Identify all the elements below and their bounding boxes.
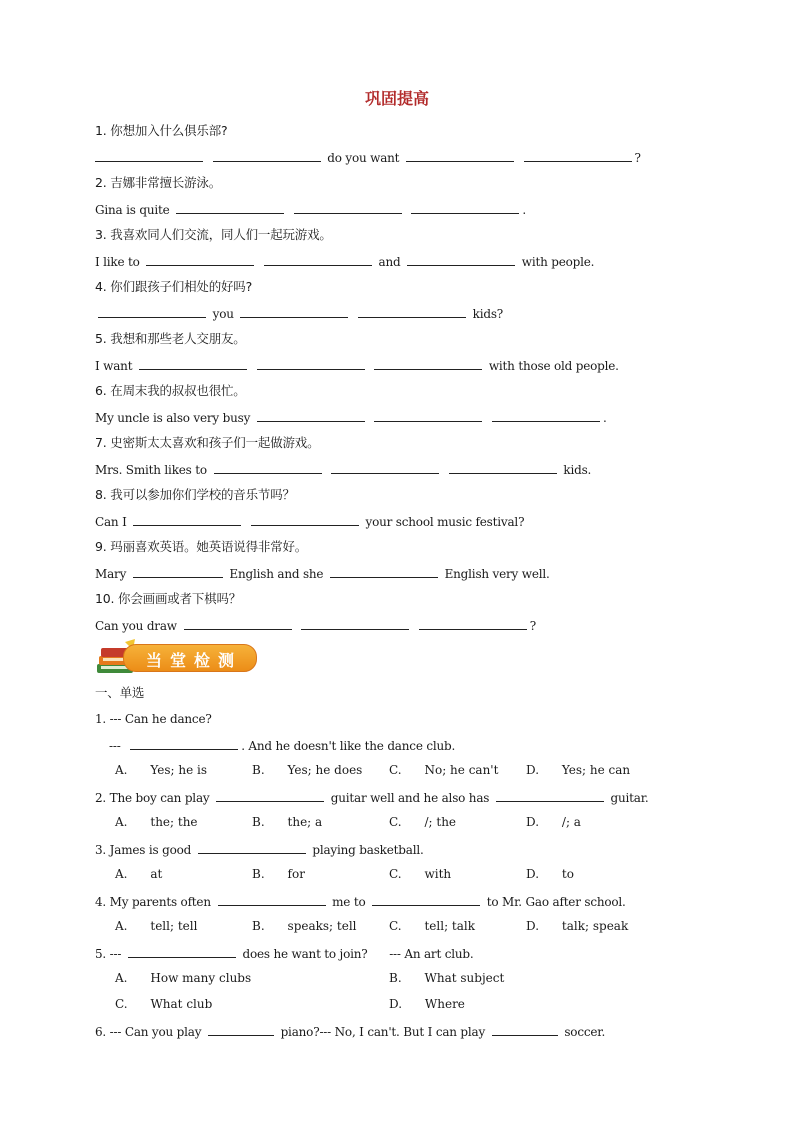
q6-text-end: .: [603, 411, 607, 425]
answer-blank[interactable]: [133, 513, 241, 526]
q1-text-end: ?: [634, 151, 641, 165]
q5-english: [95, 357, 619, 374]
mc1-reply-dash: ---: [109, 739, 121, 753]
mc6-stem: 6. --- Can you play piano?--- No, I can't. But I can play soccer.: [95, 1025, 606, 1039]
answer-blank[interactable]: [98, 305, 206, 318]
q3-text-end: with people.: [521, 255, 595, 269]
q7-chinese: 7. 史密斯太太喜欢和孩子们一起做游戏。: [95, 435, 320, 450]
page-title: 巩固提高: [364, 89, 429, 108]
mc5-option-c[interactable]: C. What club: [115, 997, 213, 1011]
q8-text-start: Can I: [95, 515, 127, 529]
mc1-reply-end: . And he doesn't like the dance club.: [241, 739, 456, 753]
q9-text-end: English very well.: [444, 567, 550, 581]
mc3-option-d[interactable]: D. to: [526, 867, 574, 881]
q7-text-start: Mrs. Smith likes to: [95, 463, 207, 477]
answer-blank[interactable]: [496, 789, 604, 802]
q8-text-end: your school music festival?: [365, 515, 525, 529]
answer-blank[interactable]: [176, 201, 284, 214]
q9-english: [95, 565, 550, 582]
answer-blank[interactable]: [257, 409, 365, 422]
banner-label-box: [123, 644, 257, 672]
answer-blank[interactable]: [208, 1023, 274, 1036]
mc3-option-b[interactable]: B. for: [252, 867, 305, 881]
mc4-stem: 4. My parents often me to to Mr. Gao after school.: [95, 895, 626, 909]
mc4-option-a[interactable]: A. tell; tell: [115, 919, 198, 933]
q7-english: [95, 461, 591, 478]
q5-chinese: 5. 我想和那些老人交朋友。: [95, 331, 246, 346]
answer-blank[interactable]: [146, 253, 254, 266]
mc1-option-a[interactable]: A. Yes; he is: [115, 763, 208, 777]
mc3-option-a[interactable]: A. at: [115, 867, 163, 881]
answer-blank[interactable]: [264, 253, 372, 266]
banner-label: 当堂检测: [146, 651, 243, 670]
mc1-stem: 1. --- Can he dance?: [95, 712, 212, 726]
answer-blank[interactable]: [301, 617, 409, 630]
answer-blank[interactable]: [128, 945, 236, 958]
q6-chinese: 6. 在周末我的叔叔也很忙。: [95, 383, 246, 398]
q2-text-end: .: [522, 203, 527, 217]
answer-blank[interactable]: [216, 789, 324, 802]
q9-text-start: Mary: [95, 567, 127, 581]
q4-text-mid: you: [212, 307, 234, 321]
answer-blank[interactable]: [213, 149, 321, 162]
mc4-option-c[interactable]: C. tell; talk: [389, 919, 476, 933]
answer-blank[interactable]: [419, 617, 527, 630]
section-heading: 一、单选: [95, 685, 145, 700]
answer-blank[interactable]: [411, 201, 519, 214]
q6-text-start: My uncle is also very busy: [95, 411, 251, 425]
answer-blank[interactable]: [240, 305, 348, 318]
mc4-option-b[interactable]: B. speaks; tell: [252, 919, 357, 933]
q10-text-start: Can you draw: [95, 619, 177, 633]
mc4-option-d[interactable]: D. talk; speak: [526, 919, 629, 933]
answer-blank[interactable]: [184, 617, 292, 630]
answer-blank[interactable]: [133, 565, 223, 578]
answer-blank[interactable]: [372, 893, 480, 906]
answer-blank[interactable]: [330, 565, 438, 578]
q10-chinese: 10. 你会画画或者下棋吗？: [95, 591, 242, 606]
q6-english: [95, 409, 607, 426]
mc5-option-d[interactable]: D. Where: [389, 997, 465, 1011]
answer-blank[interactable]: [331, 461, 439, 474]
q4-chinese: 4. 你们跟孩子们相处的好吗?: [95, 279, 253, 294]
q9-chinese: 9. 玛丽喜欢英语。她英语说得非常好。: [95, 539, 308, 554]
q3-english: [95, 253, 594, 270]
q2-text-start: Gina is quite: [95, 203, 170, 217]
answer-blank[interactable]: [198, 841, 306, 854]
answer-blank[interactable]: [139, 357, 247, 370]
q1-text-mid: do you want: [327, 151, 400, 165]
mc1-option-d[interactable]: D. Yes; he can: [526, 763, 631, 777]
mc3-option-c[interactable]: C. with: [389, 867, 452, 881]
q5-text-end: with those old people.: [488, 359, 619, 373]
answer-blank[interactable]: [449, 461, 557, 474]
answer-blank[interactable]: [492, 1023, 558, 1036]
q5-text-start: I want: [95, 359, 133, 373]
mc5-stem: 5. --- does he want to join? --- An art club.: [95, 947, 474, 961]
mc1-reply: [109, 737, 455, 754]
mc2-stem: 2. The boy can play guitar well and he also has guitar.: [95, 791, 649, 805]
q1-english: [95, 149, 641, 166]
mc5-option-a[interactable]: A. How many clubs: [115, 971, 252, 985]
answer-blank[interactable]: [294, 201, 402, 214]
mc2-option-c[interactable]: C. /; the: [389, 815, 457, 829]
q3-text-mid: and: [378, 255, 401, 269]
answer-blank[interactable]: [218, 893, 326, 906]
mc1-option-c[interactable]: C. No; he can't: [389, 763, 499, 777]
mc2-option-b[interactable]: B. the; a: [252, 815, 323, 829]
q2-chinese: 2. 吉娜非常擅长游泳。: [95, 175, 222, 190]
answer-blank[interactable]: [492, 409, 600, 422]
answer-blank[interactable]: [524, 149, 632, 162]
answer-blank[interactable]: [95, 149, 203, 162]
q4-text-end: kids?: [472, 307, 504, 321]
q10-english: [95, 617, 536, 634]
q3-chinese: 3. 我喜欢同人们交流，同人们一起玩游戏。: [95, 227, 332, 242]
answer-blank[interactable]: [374, 357, 482, 370]
answer-blank[interactable]: [257, 357, 365, 370]
q8-english: [95, 513, 524, 530]
q10-text-end: ?: [529, 619, 536, 633]
mc3-stem: 3. James is good playing basketball.: [95, 843, 424, 857]
q3-text-start: I like to: [95, 255, 140, 269]
answer-blank[interactable]: [358, 305, 466, 318]
answer-blank[interactable]: [374, 409, 482, 422]
mc2-option-a[interactable]: A. the; the: [115, 815, 198, 829]
answer-blank[interactable]: [130, 737, 238, 750]
mc1-option-b[interactable]: B. Yes; he does: [252, 763, 363, 777]
answer-blank[interactable]: [407, 253, 515, 266]
mc5-option-b[interactable]: B. What subject: [389, 971, 505, 985]
q1-chinese: 1. 你想加入什么俱乐部?: [95, 123, 228, 138]
section-banner: [95, 638, 259, 678]
q4-english: [95, 305, 503, 322]
answer-blank[interactable]: [406, 149, 514, 162]
mc2-option-d[interactable]: D. /; a: [526, 815, 581, 829]
q9-text-mid: English and she: [229, 567, 324, 581]
answer-blank[interactable]: [214, 461, 322, 474]
q7-text-end: kids.: [563, 463, 592, 477]
answer-blank[interactable]: [251, 513, 359, 526]
q2-english: [95, 201, 526, 218]
q8-chinese: 8. 我可以参加你们学校的音乐节吗？: [95, 487, 295, 502]
